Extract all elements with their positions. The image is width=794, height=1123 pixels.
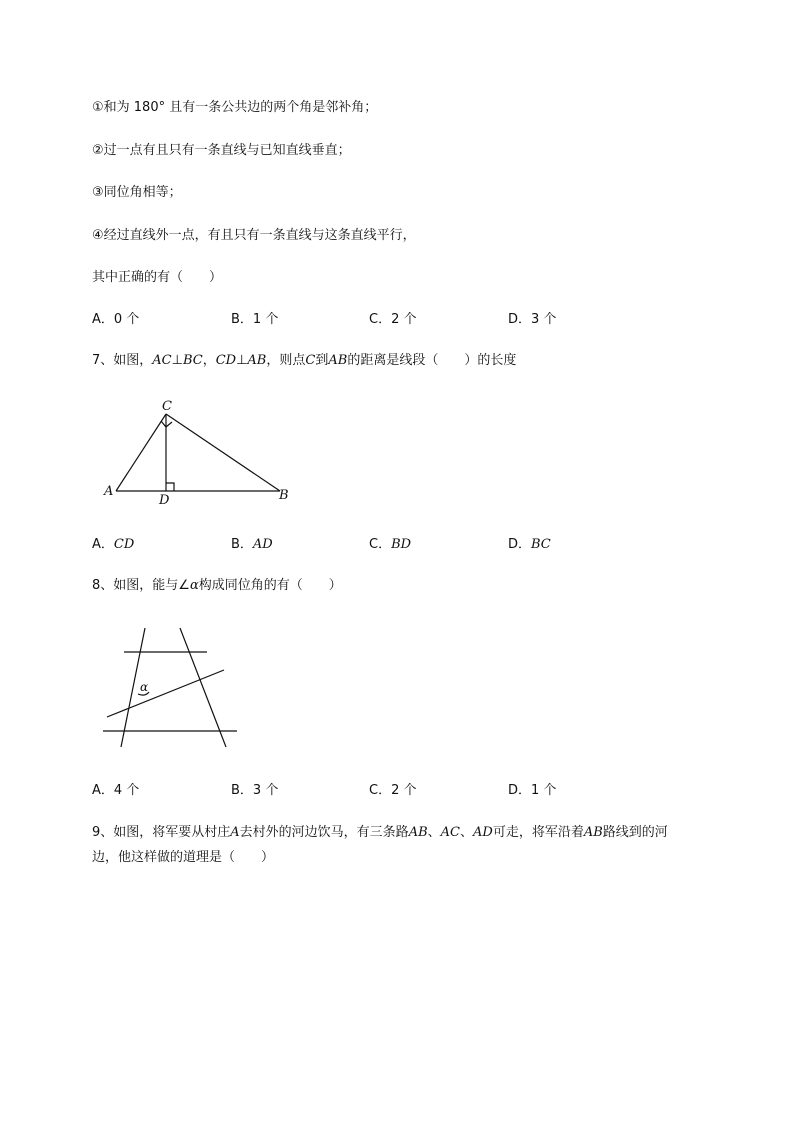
option-segment: CD [113,537,135,552]
road-ac: AC [440,825,460,840]
statement-1: ①和为 180° 且有一条公共边的两个角是邻补角； [92,100,378,115]
label-a: A [104,484,114,499]
q9-text-a: 9、如图，将军要从村庄 [92,825,231,840]
q9-stem-line-1 [92,824,668,842]
perp-symbol: ⊥ [171,353,183,368]
perp-symbol: ⊥ [236,353,248,368]
q9-stem-line-2: 边，他这样做的道理是（ ） [92,850,275,865]
segment-bc: BC [182,353,203,368]
q6-option-a[interactable]: A．0 个 [92,312,140,327]
right-transversal [180,628,226,747]
q8-option-c[interactable]: C．2 个 [369,783,417,798]
option-segment: BD [391,537,412,552]
separator: ， [202,353,216,368]
q8-option-a[interactable]: A．4 个 [92,783,140,798]
q7-text-3: 的距离是线段（ ）的长度 [347,353,517,368]
q6-stem: 其中正确的有（ ） [92,270,223,285]
q8-option-b[interactable]: B．3 个 [231,783,279,798]
option-prefix: B． [231,537,253,552]
q9-text-d: 路线到的河 [602,825,668,840]
segment-ab: AB [247,353,267,368]
alpha-symbol: α [189,578,199,593]
option-prefix: D． [508,537,532,552]
segment-ac: AC [152,353,172,368]
option-segment: BC [531,537,551,552]
separator: 、 [460,825,474,840]
road-ab: AB [408,825,428,840]
angle-alpha-label: α [140,680,149,694]
option-segment: AD [252,537,273,552]
q8-stem-pre: 8、如图，能与∠ [92,578,190,593]
q8-stem-post: 构成同位角的有（ ） [198,578,342,593]
q6-option-d[interactable]: D．3 个 [508,312,557,327]
village-a: A [230,825,240,840]
label-b: B [279,488,289,503]
statement-3: ③同位角相等； [92,185,182,200]
separator: 、 [427,825,441,840]
option-prefix: A． [92,537,114,552]
statement-2: ②过一点有且只有一条直线与已知直线垂直； [92,143,351,158]
q7-text-2: 到 [315,353,329,368]
slanted-line [107,670,224,717]
statement-4: ④经过直线外一点，有且只有一条直线与这条直线平行， [92,228,416,243]
q9-text-b: 去村外的河边饮马，有三条路 [239,825,409,840]
segment-ab: AB [328,353,348,368]
road-ab: AB [583,825,603,840]
q7-number: 7、如图， [92,353,153,368]
q8-option-d[interactable]: D．1 个 [508,783,557,798]
option-prefix: C． [369,537,392,552]
q9-text-c: 可走，将军沿着 [492,825,584,840]
q6-option-b[interactable]: B．1 个 [231,312,279,327]
segment-cd: CD [215,353,237,368]
label-d: D [159,493,170,508]
point-c: C [305,353,316,368]
road-ad: AD [473,825,493,840]
q6-option-c[interactable]: C．2 个 [369,312,417,327]
q7-text-1: ，则点 [266,353,306,368]
label-c: C [162,399,172,414]
